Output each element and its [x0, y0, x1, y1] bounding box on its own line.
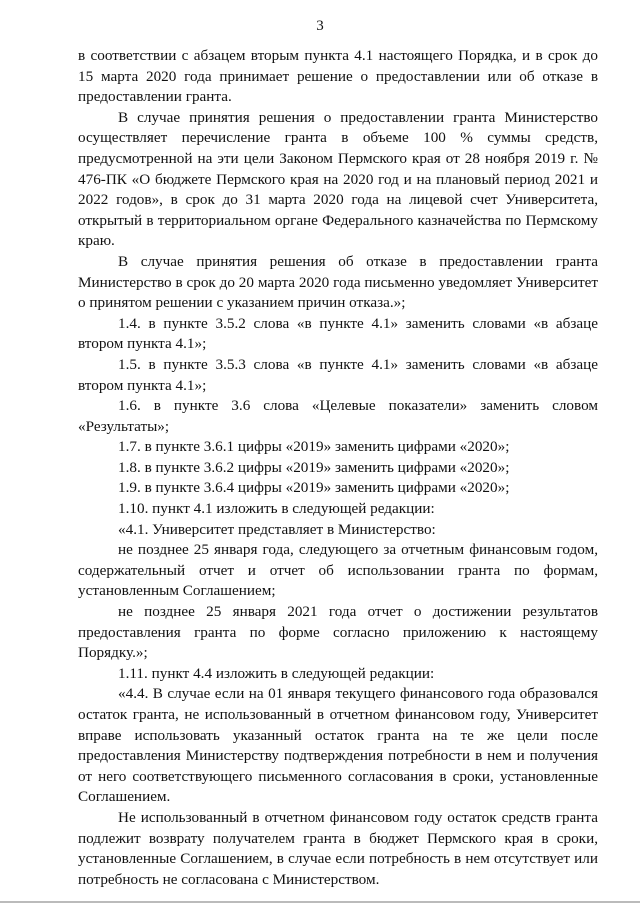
paragraph: 1.10. пункт 4.1 изложить в следующей редакции:: [118, 500, 435, 518]
paragraph: 1.11. пункт 4.4 изложить в следующей редакции:: [118, 664, 435, 682]
paragraph: 1.8. в пункте 3.6.2 цифры «2019» заменить цифрами «2020»;: [118, 458, 510, 476]
paragraph: 1.6. в пункте 3.6 слова «Целевые показатели» заменить словом «Результаты»;: [78, 397, 598, 435]
paragraph: «4.1. Университет представляет в Министерство:: [118, 520, 436, 538]
paragraph: 1.7. в пункте 3.6.1 цифры «2019» заменить цифрами «2020»;: [118, 438, 510, 456]
paragraph: 1.4. в пункте 3.5.2 слова «в пункте 4.1» заменить словами «в абзаце втором пункта 4.1»;: [78, 314, 598, 353]
paragraph: 1.5. в пункте 3.5.3 слова «в пункте 4.1» заменить словами «в абзаце втором пункта 4.1»;: [78, 355, 598, 394]
paragraph: в соответствии с абзацем вторым пункта 4.1 настоящего Порядка, и в срок до 15 марта 2020 года принимает решение о предоставлении или об отказе в предоставлении гранта.: [78, 47, 598, 106]
paragraph: В случае принятия решения об отказе в предоставлении гранта Министерство в срок до 20 марта 2020 года письменно уведомляет Университет о принятом решении с указанием причин отказа.»;: [78, 252, 598, 312]
page-edge-divider: [0, 901, 640, 903]
page-number: 3: [316, 18, 324, 34]
paragraph: не позднее 25 января 2021 года отчет о достижении результатов предоставления гранта по форме согласно приложению к настоящему Порядку.»;: [78, 603, 598, 662]
paragraph: «4.4. В случае если на 01 января текущего финансового года образовался остаток гранта, не использованный в отчетном финансовом году, Университет вправе использовать указанный остаток гранта на те же цели после предоставления Министерству подтверждения потребности в нем и получения от него соответствующего письменного согласования в сроки, установленные Соглашением.: [78, 685, 598, 806]
paragraph: Не использованный в отчетном финансовом году остаток средств гранта подлежит возврату получателем гранта в бюджет Пермского края в сроки, установленные Соглашением, в случае если потребность в нем отсутствует или потребность не согласована с Министерством.: [78, 808, 598, 888]
paragraph: 1.9. в пункте 3.6.4 цифры «2019» заменить цифрами «2020»;: [118, 479, 510, 497]
paragraph: не позднее 25 января года, следующего за отчетным финансовым годом, содержательный отчет и отчет об использовании гранта по формам, установленным Соглашением;: [78, 541, 598, 600]
paragraph: В случае принятия решения о предоставлении гранта Министерство осуществляет перечисление гранта в объеме 100 % суммы средств, предусмотренной на эти цели Законом Пермского края от 28 ноября 2019 г. № 476-ПК «О бюджете Пермского края на 2020 год и на плановый период 2021 и 2022 годов», в срок до 31 марта 2020 года на лицевой счет Университета, открытый в территориальном органе Федерального казначейства по Пермскому краю.: [78, 108, 598, 250]
document-body: [78, 46, 598, 890]
